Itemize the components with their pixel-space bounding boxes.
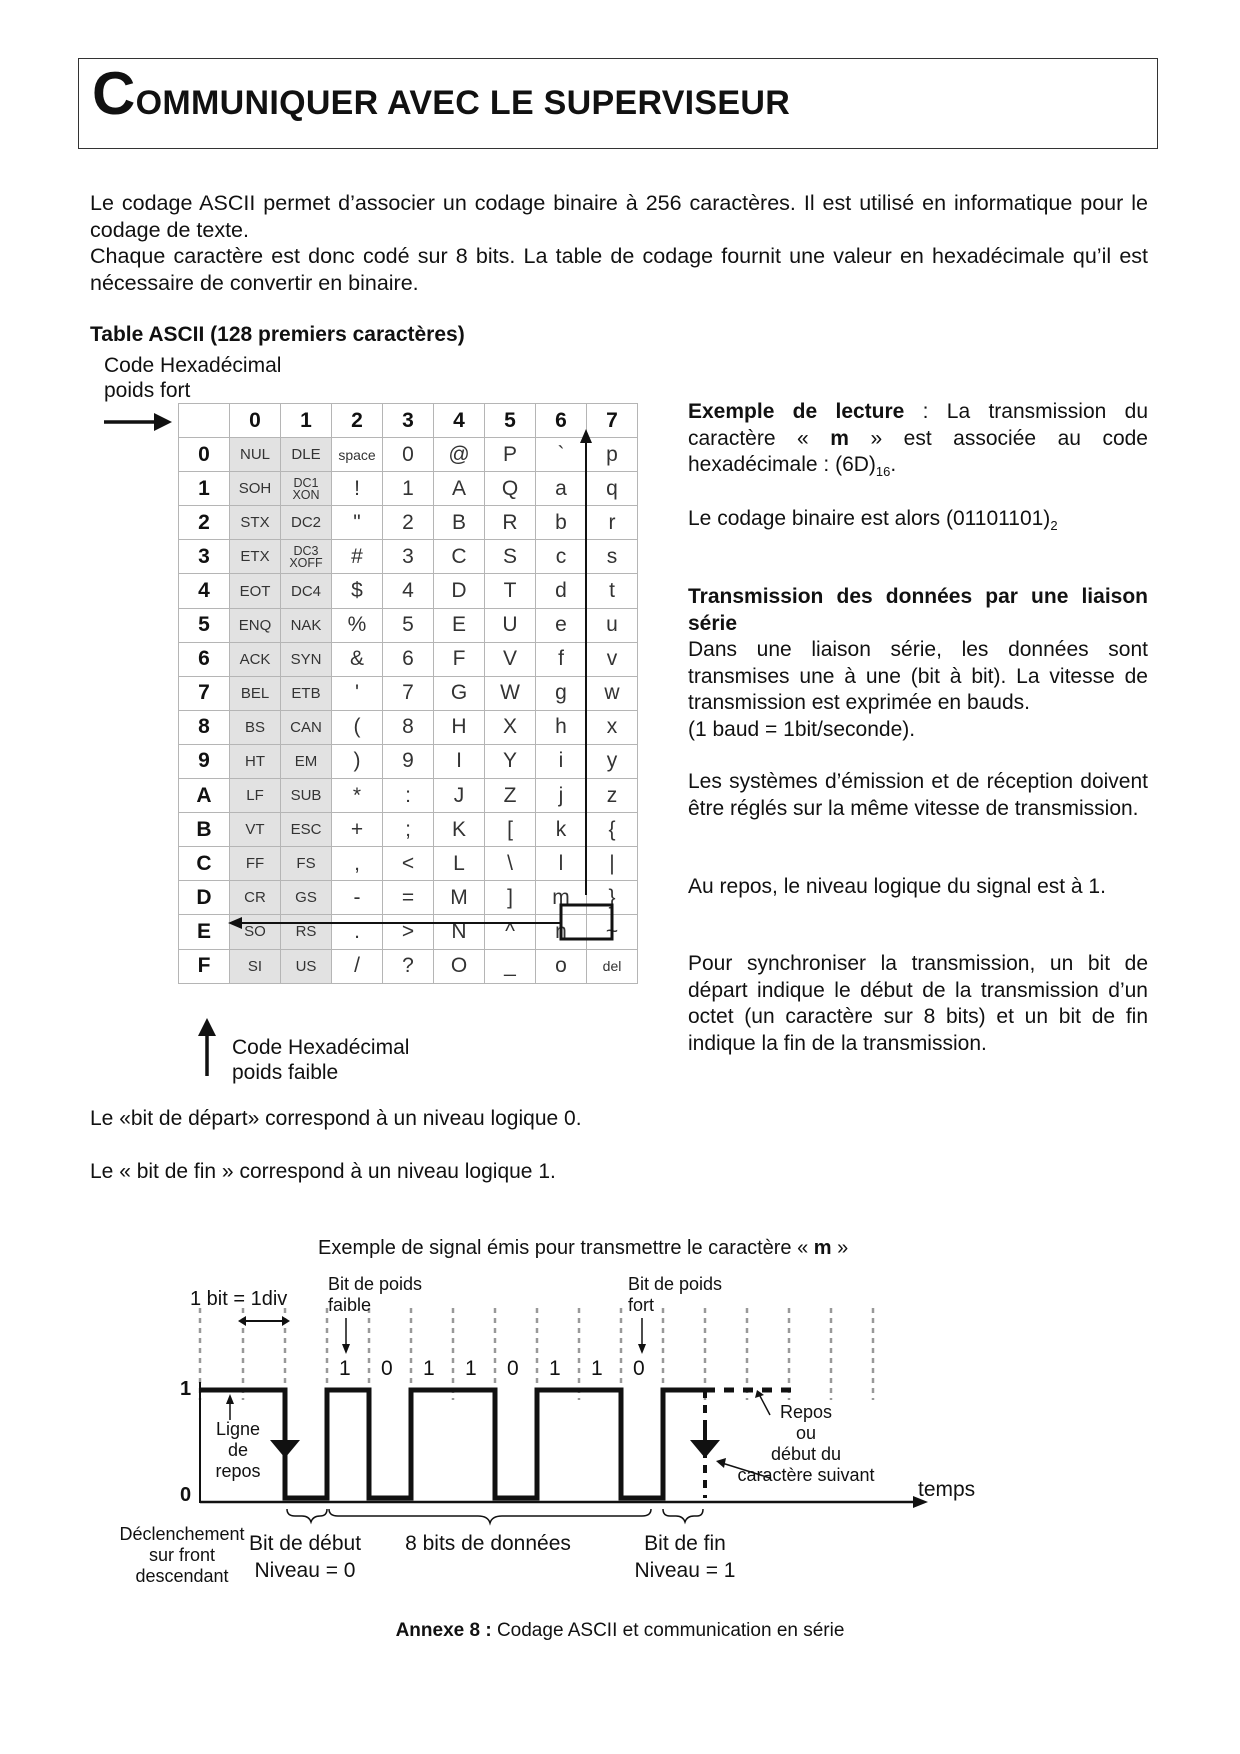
table-cell: J [434, 779, 485, 813]
table-cell: ESC [281, 813, 332, 847]
table-cell: b [536, 506, 587, 540]
table-cell: SI [230, 949, 281, 983]
table-cell: " [332, 506, 383, 540]
table-cell: D [434, 574, 485, 608]
table-cell: HT [230, 744, 281, 778]
table-cell: ( [332, 710, 383, 744]
table-cell: % [332, 608, 383, 642]
transmission-title: Transmission des données par une liaison série [688, 585, 1148, 635]
table-cell: FF [230, 847, 281, 881]
row-header: B [179, 813, 230, 847]
table-cell: 0 [383, 438, 434, 472]
table-cell: a [536, 472, 587, 506]
table-cell: CAN [281, 710, 332, 744]
table-cell: o [536, 949, 587, 983]
table-cell: h [536, 710, 587, 744]
brace-debut [287, 1509, 327, 1522]
column-header: 6 [536, 404, 587, 438]
table-cell: STX [230, 506, 281, 540]
table-cell: @ [434, 438, 485, 472]
column-header: 1 [281, 404, 332, 438]
table-cell: z [587, 779, 638, 813]
table-cell: 5 [383, 608, 434, 642]
bit-debut-line1: Bit de début [248, 1532, 362, 1555]
transmission-p2: Les systèmes d’émission et de réception doivent être réglés sur la même vitesse de transmission. [688, 770, 1148, 820]
row-header: D [179, 881, 230, 915]
bit-debut-line2: Niveau = 0 [254, 1559, 356, 1582]
table-cell: & [332, 642, 383, 676]
table-cell: ! [332, 472, 383, 506]
table-cell: | [587, 847, 638, 881]
table-cell: BS [230, 710, 281, 744]
table-cell: u [587, 608, 638, 642]
signal-grid [200, 1308, 873, 1400]
intro-paragraph-2: Chaque caractère est donc codé sur 8 bits. La table de codage fournit une valeur en hexadécimale qu’il est nécessaire de convertir en binaire. [90, 244, 1148, 295]
table-cell: ) [332, 744, 383, 778]
table-cell: V [485, 642, 536, 676]
bit-value: 1 [423, 1357, 435, 1380]
table-cell: d [536, 574, 587, 608]
table-cell: _ [485, 949, 536, 983]
bit-fin-line1: Bit de fin [644, 1532, 726, 1555]
table-cell: q [587, 472, 638, 506]
table-cell: g [536, 676, 587, 710]
table-cell: l [536, 847, 587, 881]
table-cell: m [536, 881, 587, 915]
repos-line4: caractère suivant [737, 1465, 875, 1485]
arrow-left-icon [228, 917, 242, 929]
transmission-section [688, 584, 1148, 743]
table-cell: C [434, 540, 485, 574]
table-cell: ETX [230, 540, 281, 574]
brace-data [329, 1509, 651, 1523]
table-cell: P [485, 438, 536, 472]
table-cell: / [332, 949, 383, 983]
table-cell: < [383, 847, 434, 881]
table-cell: k [536, 813, 587, 847]
repos-line1: Repos [779, 1402, 833, 1422]
table-cell: . [332, 915, 383, 949]
decl-line1: Déclenchement [119, 1524, 245, 1544]
table-cell: Q [485, 472, 536, 506]
table-cell: ETB [281, 676, 332, 710]
row-header: 2 [179, 506, 230, 540]
table-cell: \ [485, 847, 536, 881]
label-code-poids-fort [104, 353, 281, 403]
table-cell: A [434, 472, 485, 506]
row-header: 6 [179, 642, 230, 676]
poids-fort-line1: Bit de poids [628, 1274, 723, 1294]
declenchement-label [112, 1524, 252, 1587]
table-cell: DC4 [281, 574, 332, 608]
row-header: 3 [179, 540, 230, 574]
table-cell: X [485, 710, 536, 744]
table-cell: T [485, 574, 536, 608]
poids-faible-arrow-icon [342, 1344, 350, 1354]
table-cell: # [332, 540, 383, 574]
row-header: 5 [179, 608, 230, 642]
table-cell: O [434, 949, 485, 983]
table-cell: DC2 [281, 506, 332, 540]
bit-value: 1 [465, 1357, 477, 1380]
figure-caption [0, 1620, 1240, 1642]
row-header: 9 [179, 744, 230, 778]
poids-faible-label [328, 1274, 422, 1316]
row-header: 7 [179, 676, 230, 710]
table-cell: c [536, 540, 587, 574]
row-header: A [179, 779, 230, 813]
ligne-repos-line2: de [227, 1440, 249, 1460]
row-header: 8 [179, 710, 230, 744]
bit-value: 0 [633, 1357, 645, 1380]
table-cell: 3 [383, 540, 434, 574]
poids-fort-line2: fort [628, 1295, 655, 1315]
ligne-repos-label [208, 1419, 268, 1482]
poids-faible-line2: faible [328, 1295, 372, 1315]
bit-value: 1 [339, 1357, 351, 1380]
example-text-1: : La transmission du caractère « [688, 400, 1148, 450]
table-cell: } [587, 881, 638, 915]
table-cell: { [587, 813, 638, 847]
table-cell: - [332, 881, 383, 915]
caption-label: Annexe 8 : [395, 1620, 492, 1641]
table-cell: n [536, 915, 587, 949]
binary-sub: 2 [1050, 518, 1058, 534]
table-cell: S [485, 540, 536, 574]
example-reading [688, 399, 1148, 486]
table-cell: NAK [281, 608, 332, 642]
bit-div-label: 1 bit = 1div [190, 1288, 288, 1310]
binary-code-text [688, 506, 1148, 540]
decl-line2: sur front [148, 1545, 216, 1565]
table-cell: F [434, 642, 485, 676]
table-cell: B [434, 506, 485, 540]
table-cell: f [536, 642, 587, 676]
table-cell: 9 [383, 744, 434, 778]
table-cell: r [587, 506, 638, 540]
transmission-p1b: (1 baud = 1bit/seconde). [688, 717, 916, 741]
table-cell: p [587, 438, 638, 472]
ligne-repos-arrow-icon [226, 1394, 234, 1404]
table-cell: K [434, 813, 485, 847]
column-header: 2 [332, 404, 383, 438]
repos-suivant-label [726, 1402, 886, 1486]
table-cell: , [332, 847, 383, 881]
example-char: m [830, 426, 849, 450]
table-cell: SUB [281, 779, 332, 813]
column-header: 4 [434, 404, 485, 438]
row-header: 0 [179, 438, 230, 472]
table-cell: ' [332, 676, 383, 710]
table-cell: E [434, 608, 485, 642]
table-cell: CR [230, 881, 281, 915]
table-cell: BEL [230, 676, 281, 710]
bit-debut-label [240, 1530, 370, 1584]
label-code-fort-line1: Code Hexadécimal [104, 354, 282, 377]
table-cell: M [434, 881, 485, 915]
table-cell: ~ [587, 915, 638, 949]
binary-text: Le codage binaire est alors (01101101) [688, 507, 1051, 530]
table-cell: [ [485, 813, 536, 847]
table-cell: W [485, 676, 536, 710]
intro-paragraph-1: Le codage ASCII permet d’associer un codage binaire à 256 caractères. Il est utilisé en informatique pour le codage de texte. [90, 191, 1148, 242]
example-sub: 16 [875, 464, 891, 480]
row-header: F [179, 949, 230, 983]
table-cell: ^ [485, 915, 536, 949]
bit-value: 1 [591, 1357, 603, 1380]
table-cell: DC3 XOFF [281, 540, 332, 574]
table-cell: t [587, 574, 638, 608]
ligne-repos-line1: Ligne [215, 1419, 261, 1439]
row-header: C [179, 847, 230, 881]
signal-title-pre: Exemple de signal émis pour transmettre le caractère « [318, 1237, 814, 1259]
poids-fort-label [628, 1274, 722, 1316]
table-cell: ; [383, 813, 434, 847]
table-cell: EM [281, 744, 332, 778]
table-cell: SO [230, 915, 281, 949]
repos-line2: ou [795, 1423, 817, 1443]
table-cell: 2 [383, 506, 434, 540]
example-title: Exemple de lecture [688, 400, 905, 423]
table-cell: ? [383, 949, 434, 983]
suivant-arrow-icon [716, 1458, 726, 1468]
bit-fin-label [620, 1530, 750, 1584]
arrow-right-icon [104, 410, 176, 434]
table-cell: * [332, 779, 383, 813]
table-cell: j [536, 779, 587, 813]
signal-title [318, 1237, 848, 1260]
table-cell: Z [485, 779, 536, 813]
signal-title-char: m [813, 1237, 832, 1259]
table-cell: L [434, 847, 485, 881]
table-cell: 8 [383, 710, 434, 744]
table-cell: N [434, 915, 485, 949]
table-cell: e [536, 608, 587, 642]
table-cell: Y [485, 744, 536, 778]
label-code-faible-line2: poids faible [232, 1061, 339, 1084]
table-cell: > [383, 915, 434, 949]
transmission-p1: Dans une liaison série, les données sont transmises une à une (bit à bit). La vitesse de transmission est exprimée en bauds. [688, 638, 1148, 714]
table-cell: I [434, 744, 485, 778]
column-header: 7 [587, 404, 638, 438]
table-cell: ] [485, 881, 536, 915]
table-cell: = [383, 881, 434, 915]
table-cell: 6 [383, 642, 434, 676]
intro-text [90, 190, 1148, 296]
table-cell: SYN [281, 642, 332, 676]
signal-title-post: » [831, 1237, 849, 1259]
table-cell: EOT [230, 574, 281, 608]
table-cell: s [587, 540, 638, 574]
table-cell: x [587, 710, 638, 744]
repos-line3: début du [770, 1444, 842, 1464]
table-cell: RS [281, 915, 332, 949]
table-cell: NUL [230, 438, 281, 472]
table-cell: v [587, 642, 638, 676]
label-code-faible-line1: Code Hexadécimal [232, 1036, 410, 1059]
column-header: 5 [485, 404, 536, 438]
table-cell: w [587, 676, 638, 710]
bit-value: 0 [507, 1357, 519, 1380]
label-code-fort-line2: poids fort [104, 379, 191, 402]
bit-depart-text: Le «bit de départ» correspond à un niveau logique 0. [90, 1107, 582, 1130]
table-cell: 1 [383, 472, 434, 506]
transmission-p4: Pour synchroniser la transmission, un bit de départ indique le début de la transmission d’un octet (un caractère sur 8 bits) et un bit de fin indique la fin de la transmission. [688, 952, 1148, 1055]
title-initial: C [92, 60, 136, 127]
data-bits-label: 8 bits de données [405, 1532, 571, 1555]
table-cell: FS [281, 847, 332, 881]
table-cell: DC1 XON [281, 472, 332, 506]
table-cell: 7 [383, 676, 434, 710]
label-code-poids-faible [232, 1035, 409, 1085]
arrow-up-faible-icon [195, 1018, 219, 1076]
table-cell: $ [332, 574, 383, 608]
bit-value: 0 [381, 1357, 393, 1380]
table-reading-overlay [178, 403, 658, 1003]
table-cell: ENQ [230, 608, 281, 642]
table-cell: G [434, 676, 485, 710]
arrow-up-icon [580, 429, 592, 443]
row-header: E [179, 915, 230, 949]
table-cell: VT [230, 813, 281, 847]
row-header: 4 [179, 574, 230, 608]
column-header: 0 [230, 404, 281, 438]
ligne-repos-line3: repos [215, 1461, 261, 1481]
example-text-3: . [890, 453, 897, 476]
table-cell: LF [230, 779, 281, 813]
table-cell: SOH [230, 472, 281, 506]
table-cell: R [485, 506, 536, 540]
column-header: 3 [383, 404, 434, 438]
table-cell: DLE [281, 438, 332, 472]
poids-faible-line1: Bit de poids [328, 1274, 423, 1294]
table-cell: + [332, 813, 383, 847]
level-0-label: 0 [180, 1484, 192, 1506]
table-cell: ` [536, 438, 587, 472]
bit-value: 1 [549, 1357, 561, 1380]
bit-fin-text: Le « bit de fin » correspond à un niveau logique 1. [90, 1160, 556, 1183]
caption-text: Codage ASCII et communication en série [491, 1620, 845, 1641]
level-1-label: 1 [180, 1378, 192, 1400]
row-header: 1 [179, 472, 230, 506]
table-cell: U [485, 608, 536, 642]
example-text-2: » est associée au code hexadécimale : (6D) [688, 426, 1148, 476]
table-cell: GS [281, 881, 332, 915]
bit-fin-line2: Niveau = 1 [634, 1559, 736, 1582]
table-cell: i [536, 744, 587, 778]
table-cell: 4 [383, 574, 434, 608]
page-title [92, 60, 791, 127]
title-rest: OMMUNIQUER AVEC LE SUPERVISEUR [135, 84, 791, 122]
poids-fort-arrow-icon [638, 1344, 646, 1354]
transmission-p3: Au repos, le niveau logique du signal est à 1. [688, 875, 1106, 898]
table-cell: del [587, 949, 638, 983]
temps-label: temps [918, 1478, 976, 1501]
table-cell: y [587, 744, 638, 778]
table-title: Table ASCII (128 premiers caractères) [90, 323, 465, 346]
table-cell: US [281, 949, 332, 983]
highlight-m-cell [561, 905, 612, 939]
table-cell: space [332, 438, 383, 472]
table-cell: ACK [230, 642, 281, 676]
table-cell: H [434, 710, 485, 744]
table-cell: : [383, 779, 434, 813]
brace-fin [663, 1509, 703, 1522]
decl-line3: descendant [135, 1566, 229, 1586]
